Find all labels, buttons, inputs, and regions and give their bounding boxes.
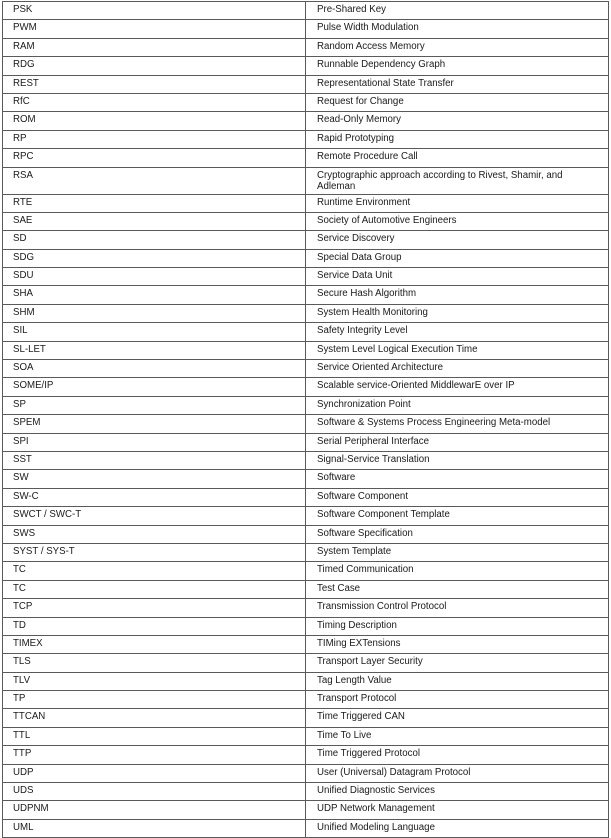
table-row xyxy=(3,130,609,148)
meaning-cell: Runnable Dependency Graph xyxy=(306,57,609,75)
abbreviation-cell: SWS xyxy=(3,525,306,543)
table-row xyxy=(3,543,609,561)
meaning-cell: Runtime Environment xyxy=(306,194,609,212)
meaning-cell: Special Data Group xyxy=(306,249,609,267)
abbreviation-cell: UML xyxy=(3,819,306,837)
abbreviation-cell: RDG xyxy=(3,57,306,75)
abbreviation-cell: SW xyxy=(3,470,306,488)
meaning-cell: Society of Automotive Engineers xyxy=(306,212,609,230)
abbreviation-cell: ROM xyxy=(3,112,306,130)
abbreviation-cell: SW-C xyxy=(3,488,306,506)
abbreviation-cell: TC xyxy=(3,580,306,598)
table-row xyxy=(3,93,609,111)
abbreviation-cell: TTCAN xyxy=(3,709,306,727)
abbreviation-cell: PSK xyxy=(3,2,306,20)
table-row xyxy=(3,691,609,709)
meaning-cell: Synchronization Point xyxy=(306,396,609,414)
table-row xyxy=(3,341,609,359)
meaning-cell: Representational State Transfer xyxy=(306,75,609,93)
table-row xyxy=(3,396,609,414)
meaning-cell: Time Triggered Protocol xyxy=(306,746,609,764)
table-row xyxy=(3,304,609,322)
table-row xyxy=(3,194,609,212)
meaning-cell: Software Component xyxy=(306,488,609,506)
abbreviation-cell: UDPNM xyxy=(3,801,306,819)
table-row xyxy=(3,617,609,635)
table-row xyxy=(3,470,609,488)
abbreviation-cell: RAM xyxy=(3,38,306,56)
table-row xyxy=(3,268,609,286)
abbreviation-cell: PWM xyxy=(3,20,306,38)
abbreviation-cell: TLV xyxy=(3,672,306,690)
table-row xyxy=(3,672,609,690)
meaning-cell: System Template xyxy=(306,543,609,561)
table-row xyxy=(3,167,609,194)
meaning-cell: Software & Systems Process Engineering Meta-model xyxy=(306,415,609,433)
meaning-cell: Test Case xyxy=(306,580,609,598)
abbreviation-cell: TIMEX xyxy=(3,635,306,653)
table-row xyxy=(3,212,609,230)
meaning-cell: Service Discovery xyxy=(306,231,609,249)
table-row xyxy=(3,20,609,38)
abbreviation-cell: TC xyxy=(3,562,306,580)
meaning-cell: Time To Live xyxy=(306,727,609,745)
abbreviation-cell: UDP xyxy=(3,764,306,782)
abbreviation-cell: RTE xyxy=(3,194,306,212)
meaning-cell: Pulse Width Modulation xyxy=(306,20,609,38)
abbreviation-cell: SOA xyxy=(3,360,306,378)
abbreviation-cell: TTL xyxy=(3,727,306,745)
table-row xyxy=(3,149,609,167)
meaning-cell: Service Oriented Architecture xyxy=(306,360,609,378)
meaning-cell: Unified Diagnostic Services xyxy=(306,783,609,801)
table-row xyxy=(3,654,609,672)
meaning-cell: System Health Monitoring xyxy=(306,304,609,322)
meaning-cell: Scalable service-Oriented MiddlewarE over IP xyxy=(306,378,609,396)
abbreviation-cell: TD xyxy=(3,617,306,635)
table-row xyxy=(3,507,609,525)
meaning-cell: Secure Hash Algorithm xyxy=(306,286,609,304)
table-row xyxy=(3,323,609,341)
abbreviation-cell: TP xyxy=(3,691,306,709)
table-row xyxy=(3,727,609,745)
meaning-cell: Random Access Memory xyxy=(306,38,609,56)
abbreviation-table-body xyxy=(3,2,609,838)
table-row xyxy=(3,783,609,801)
meaning-cell: Software Component Template xyxy=(306,507,609,525)
abbreviation-cell: SL-LET xyxy=(3,341,306,359)
abbreviation-cell: SPI xyxy=(3,433,306,451)
meaning-cell: Time Triggered CAN xyxy=(306,709,609,727)
meaning-cell: Request for Change xyxy=(306,93,609,111)
abbreviation-cell: REST xyxy=(3,75,306,93)
meaning-cell: Serial Peripheral Interface xyxy=(306,433,609,451)
table-row xyxy=(3,57,609,75)
table-row xyxy=(3,525,609,543)
table-row xyxy=(3,709,609,727)
meaning-cell: Unified Modeling Language xyxy=(306,819,609,837)
meaning-cell: System Level Logical Execution Time xyxy=(306,341,609,359)
table-row xyxy=(3,378,609,396)
table-row xyxy=(3,433,609,451)
meaning-cell: Pre-Shared Key xyxy=(306,2,609,20)
meaning-cell: Timed Communication xyxy=(306,562,609,580)
table-row xyxy=(3,599,609,617)
meaning-cell: Remote Procedure Call xyxy=(306,149,609,167)
abbreviation-cell: RSA xyxy=(3,167,306,194)
table-row xyxy=(3,2,609,20)
table-row xyxy=(3,38,609,56)
table-row xyxy=(3,801,609,819)
abbreviation-cell: SIL xyxy=(3,323,306,341)
abbreviation-cell: SYST / SYS-T xyxy=(3,543,306,561)
table-row xyxy=(3,580,609,598)
abbreviation-cell: TCP xyxy=(3,599,306,617)
table-row xyxy=(3,249,609,267)
table-row xyxy=(3,764,609,782)
table-row xyxy=(3,112,609,130)
meaning-cell: Safety Integrity Level xyxy=(306,323,609,341)
table-row xyxy=(3,562,609,580)
meaning-cell: Timing Description xyxy=(306,617,609,635)
meaning-cell: Software xyxy=(306,470,609,488)
abbreviation-cell: TTP xyxy=(3,746,306,764)
meaning-cell: Transport Protocol xyxy=(306,691,609,709)
abbreviation-table xyxy=(2,1,609,838)
meaning-cell: Software Specification xyxy=(306,525,609,543)
meaning-cell: TIMing EXTensions xyxy=(306,635,609,653)
meaning-cell: Read-Only Memory xyxy=(306,112,609,130)
abbreviation-cell: SHA xyxy=(3,286,306,304)
abbreviation-cell: TLS xyxy=(3,654,306,672)
meaning-cell: Transport Layer Security xyxy=(306,654,609,672)
table-row xyxy=(3,286,609,304)
abbreviation-cell: UDS xyxy=(3,783,306,801)
abbreviation-cell: RP xyxy=(3,130,306,148)
table-row xyxy=(3,819,609,837)
meaning-cell: Tag Length Value xyxy=(306,672,609,690)
abbreviation-cell: RfC xyxy=(3,93,306,111)
abbreviation-cell: SST xyxy=(3,451,306,469)
abbreviation-cell: SD xyxy=(3,231,306,249)
abbreviation-cell: SAE xyxy=(3,212,306,230)
table-row xyxy=(3,75,609,93)
table-row xyxy=(3,488,609,506)
meaning-cell: Cryptographic approach according to Rivest, Shamir, and Adleman xyxy=(306,167,609,194)
table-row xyxy=(3,451,609,469)
meaning-cell: Transmission Control Protocol xyxy=(306,599,609,617)
abbreviation-cell: RPC xyxy=(3,149,306,167)
abbreviation-cell: SDU xyxy=(3,268,306,286)
abbreviation-cell: SPEM xyxy=(3,415,306,433)
abbreviation-cell: SWCT / SWC-T xyxy=(3,507,306,525)
table-row xyxy=(3,231,609,249)
meaning-cell: Rapid Prototyping xyxy=(306,130,609,148)
meaning-cell: User (Universal) Datagram Protocol xyxy=(306,764,609,782)
meaning-cell: Signal-Service Translation xyxy=(306,451,609,469)
abbreviation-cell: SOME/IP xyxy=(3,378,306,396)
meaning-cell: Service Data Unit xyxy=(306,268,609,286)
table-row xyxy=(3,746,609,764)
meaning-cell: UDP Network Management xyxy=(306,801,609,819)
table-row xyxy=(3,415,609,433)
abbreviation-cell: SDG xyxy=(3,249,306,267)
abbreviation-cell: SHM xyxy=(3,304,306,322)
abbreviation-cell: SP xyxy=(3,396,306,414)
table-row xyxy=(3,635,609,653)
table-row xyxy=(3,360,609,378)
